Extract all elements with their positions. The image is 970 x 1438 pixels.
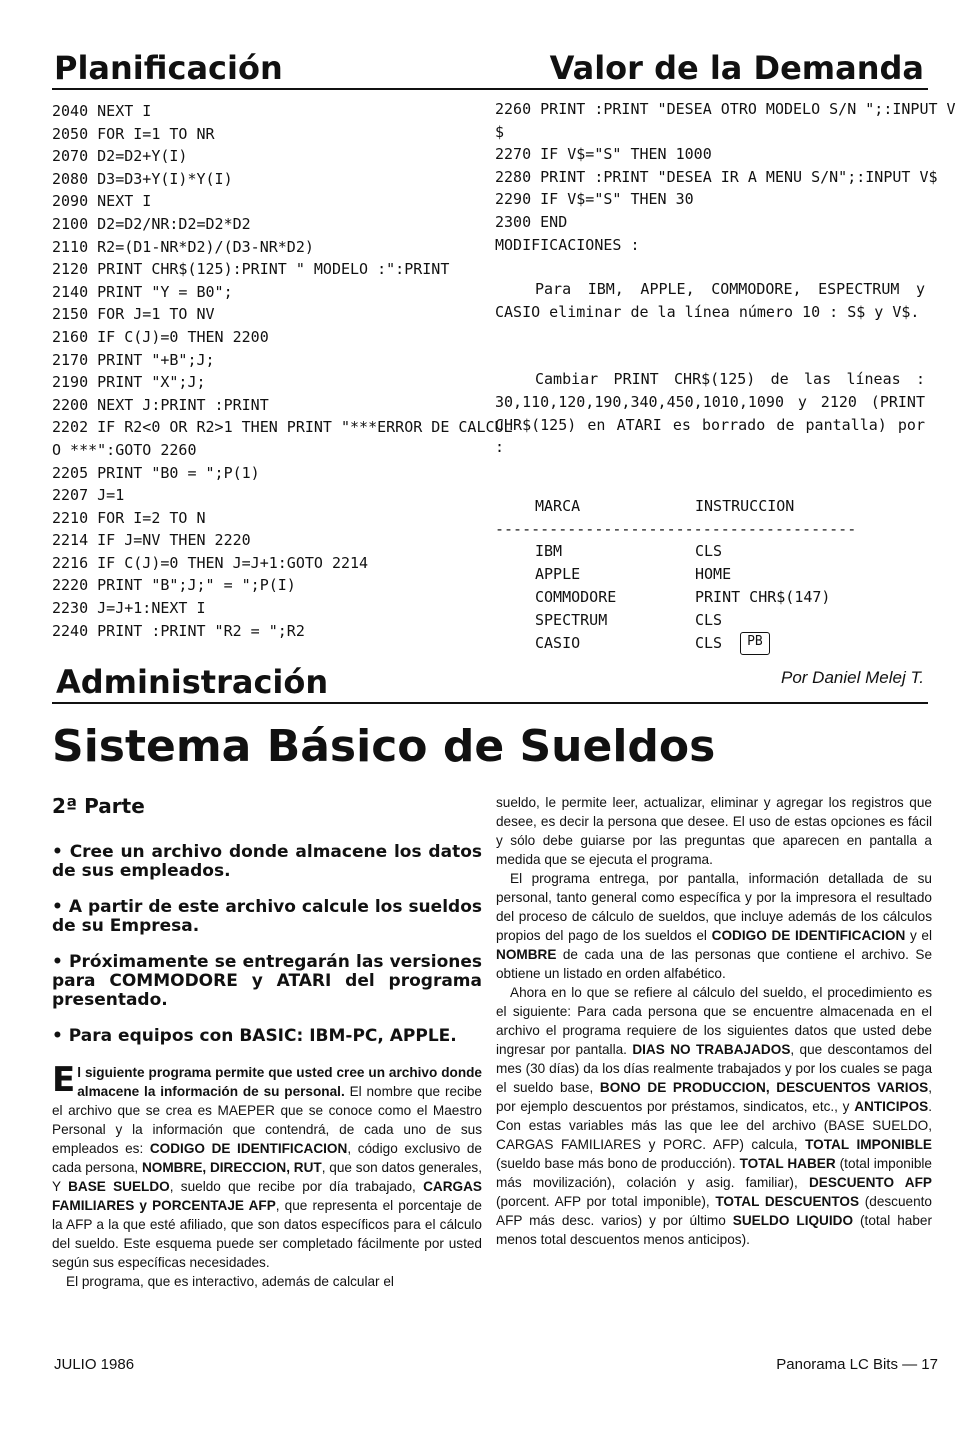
- code-line: 2150 FOR J=1 TO NV: [52, 305, 215, 324]
- text-run: Ahora en lo que se refiere al cálculo del sueldo, el procedimiento es el siguiente: Para cada persona que se encuentre almacenada en el archivo el programa requiere de los siguientes datos que usted debe ingresar por pantalla.: [496, 985, 932, 1057]
- text-run: , que descontamos del mes (30 días) da los días realmente trabajados y por los cuales se paga el sueldo base,: [496, 1042, 933, 1095]
- header-rule: [52, 88, 928, 90]
- admin-rule: [52, 702, 928, 704]
- table-cell-marca: IBM: [535, 541, 563, 560]
- table-header-instruccion: INSTRUCCION: [695, 496, 795, 515]
- table-cell-marca: CASIO: [535, 633, 581, 652]
- footer-date: JULIO 1986: [54, 1356, 135, 1373]
- left-column: [52, 793, 482, 1291]
- right-column: [496, 793, 932, 1249]
- article-headline: Sistema Básico de Sueldos: [52, 721, 716, 772]
- bold-run: TOTAL HABER: [739, 1156, 836, 1171]
- code-line: 2216 IF C(J)=0 THEN J=J+1:GOTO 2214: [52, 553, 369, 572]
- table-cell-instruccion: CLS: [695, 541, 723, 560]
- bold-run: CODIGO DE IDENTIFICACION: [149, 1141, 348, 1156]
- table-cell-marca: SPECTRUM: [535, 610, 608, 629]
- intro-paragraph: [52, 1060, 482, 1272]
- text-run: , que son datos generales, Y: [52, 1160, 482, 1194]
- text-run: , por ejemplo descuentos por préstamos, sindicatos, etc., y: [496, 1080, 933, 1114]
- table-row: [535, 586, 925, 609]
- text-run: (total haber menos total descuentos menos anticipos).: [496, 1213, 933, 1247]
- bullet-list: [52, 843, 482, 1046]
- code-line: 2300 END: [495, 212, 568, 231]
- pb-badge: PB: [740, 632, 770, 655]
- bold-run: NOMBRE, DIRECCION, RUT: [141, 1160, 322, 1175]
- modification-note-para: Para IBM, APPLE, COMMODORE, ESPECTRUM y CASIO eliminar de la línea número 10 : S$ y V$.: [495, 280, 925, 321]
- bold-run: BASE SUELDO: [68, 1179, 170, 1194]
- code-line: 2120 PRINT CHR$(125):PRINT " MODELO :":PRINT: [52, 260, 450, 279]
- table-row: [535, 563, 925, 586]
- text-run: El programa entrega, por pantalla, información detallada de su personal, tanto general como específica y por la impresora el resultado del proceso de cálculo de sueldos, que incluye además de los cálculos propios del pago de los sueldos el: [496, 871, 932, 943]
- text-run: , que representa el porcentaje de la AFP a la que esté afiliado, que son datos específicos para el cálculo del sueldo. Este esquema puede ser completado fácilmente por usted según sus específicas necesidades.: [52, 1198, 482, 1270]
- right-paragraph-1: sueldo, le permite leer, actualizar, eliminar y agregar los registros que desee, es decir la persona que desee. El uso de estas opciones es fácil y sólo debe guiarse por las preguntas que aparecen en pantalla a medida que se ejecuta el programa.: [496, 795, 932, 867]
- code-line: 2050 FOR I=1 TO NR: [52, 124, 215, 143]
- table-header: [535, 495, 925, 518]
- bold-run: BONO DE PRODUCCION, DESCUENTOS VARIOS: [599, 1080, 929, 1095]
- bold-run: TOTAL IMPONIBLE: [805, 1137, 932, 1152]
- code-line: 2100 D2=D2/NR:D2=D2*D2: [52, 214, 251, 233]
- code-listing-left: [52, 100, 513, 642]
- left-body: [52, 1060, 482, 1291]
- bullet-item: • A partir de este archivo calcule los sueldos de su Empresa.: [52, 897, 482, 936]
- dropcap: E: [52, 1060, 76, 1100]
- code-line: 2090 NEXT I: [52, 192, 152, 211]
- code-line: 2070 D2=D2+Y(I): [52, 147, 188, 166]
- code-line: 2190 PRINT "X";J;: [52, 373, 206, 392]
- bold-run: ANTICIPOS: [854, 1099, 929, 1114]
- code-line: 2280 PRINT :PRINT "DESEA IR A MENU S/N";:INPUT V$: [495, 167, 938, 186]
- text-run: . Con estas variables más las que lee del archivo (BASE SUELDO, CARGAS FAMILIARES y PORC. AFP) calcula,: [496, 1099, 932, 1152]
- section-title-planificacion: Planificación: [54, 49, 283, 87]
- code-line: 2230 J=J+1:NEXT I: [52, 599, 206, 618]
- code-line: 2205 PRINT "B0 = ";P(1): [52, 463, 260, 482]
- code-line: 2202 IF R2<0 OR R2>1 THEN PRINT "***ERROR DE CALCUL: [52, 418, 513, 437]
- code-line: 2110 R2=(D1-NR*D2)/(D3-NR*D2): [52, 237, 314, 256]
- text-run: , sueldo que recibe por día trabajado,: [169, 1179, 424, 1194]
- text-run: El nombre que recibe el archivo que se crea es MAEPER que se conoce como el Maestro Personal y la información que contendrá, de cada uno de sus empleados es:: [52, 1084, 482, 1156]
- table-header-marca: MARCA: [535, 496, 581, 515]
- code-line: 2214 IF J=NV THEN 2220: [52, 531, 251, 550]
- bold-run: DESCUENTO AFP: [808, 1175, 932, 1190]
- bold-run: CARGAS FAMILIARES y PORCENTAJE AFP: [52, 1179, 482, 1213]
- table-cell-instruccion: HOME: [695, 564, 732, 583]
- bullet-item: • Para equipos con BASIC: IBM-PC, APPLE.: [52, 1026, 457, 1046]
- bullet-item: • Próximamente se entregarán las versiones para COMMODORE y ATARI del programa presentado.: [52, 952, 482, 1010]
- code-line: 2270 IF V$="S" THEN 1000: [495, 145, 712, 164]
- code-line: 2170 PRINT "+B";J;: [52, 350, 215, 369]
- code-line: 2240 PRINT :PRINT "R2 = ";R2: [52, 621, 305, 640]
- paragraph-2: El programa, que es interactivo, además de calcular el: [66, 1274, 394, 1289]
- code-line: 2290 IF V$="S" THEN 30: [495, 190, 694, 209]
- table-row: [535, 632, 925, 655]
- code-line: 2080 D3=D3+Y(I)*Y(I): [52, 169, 233, 188]
- code-line: 2200 NEXT J:PRINT :PRINT: [52, 395, 269, 414]
- text-run: de cada una de las personas que contiene el archivo. Se obtiene un listado en orden alfabético.: [496, 947, 932, 981]
- bold-run: CODIGO DE IDENTIFICACION: [711, 928, 906, 943]
- lead-bold: l siguiente programa permite que usted cree un archivo donde almacene la información de su personal.: [77, 1065, 482, 1099]
- code-line: 2220 PRINT "B";J;" = ";P(I): [52, 576, 296, 595]
- right-paragraph-3: [496, 983, 932, 1249]
- section-title-administracion: Administración: [56, 663, 329, 701]
- code-line: O ***":GOTO 2260: [52, 440, 197, 459]
- table-row: [535, 540, 925, 563]
- code-line: 2140 PRINT "Y = B0";: [52, 282, 233, 301]
- text-run: , código exclusivo de cada persona,: [52, 1141, 482, 1175]
- text-run: (porcent. AFP por total imponible),: [496, 1194, 716, 1209]
- table-cell-instruccion: CLS: [695, 610, 723, 629]
- section-title-valor-demanda: Valor de la Demanda: [549, 49, 924, 87]
- table-cell-marca: COMMODORE: [535, 587, 617, 606]
- bold-run: TOTAL DESCUENTOS: [715, 1194, 860, 1209]
- code-line: MODIFICACIONES :: [495, 235, 640, 254]
- byline: Por Daniel Melej T.: [781, 668, 924, 687]
- instruction-table: [495, 495, 925, 655]
- code-line: $: [495, 122, 505, 141]
- part-label: 2ª Parte: [52, 794, 145, 818]
- code-line: 2210 FOR I=2 TO N: [52, 508, 206, 527]
- modification-note-cambiar: Cambiar PRINT CHR$(125) de las líneas : 30,110,120,190,340,450,1010,1090 y 2120 (PRINT CHR$(125) en ATARI es borrado de pantalla) por :: [495, 370, 925, 457]
- table-row: [535, 609, 925, 632]
- right-paragraph-2: [496, 869, 932, 983]
- code-line: 2040 NEXT I: [52, 102, 152, 120]
- code-listing-right: [495, 98, 956, 655]
- code-line: 2207 J=1: [52, 486, 125, 505]
- text-run: (sueldo base más bono de producción).: [496, 1156, 740, 1171]
- code-line: 2160 IF C(J)=0 THEN 2200: [52, 327, 269, 346]
- footer-page: Panorama LC Bits — 17: [776, 1356, 938, 1373]
- table-cell-instruccion: PRINT CHR$(147): [695, 587, 831, 606]
- bold-run: SUELDO LIQUIDO: [732, 1213, 854, 1228]
- table-cell-instruccion: CLS: [695, 633, 723, 652]
- table-divider: ----------------------------------------: [495, 519, 857, 538]
- text-run: (descuento AFP más desc. varios) y por último: [496, 1194, 932, 1228]
- table-cell-marca: APPLE: [535, 564, 581, 583]
- bold-run: NOMBRE: [496, 947, 557, 962]
- text-run: (total imponible más movilización), colación y asig. familiar),: [496, 1156, 932, 1190]
- code-line: 2260 PRINT :PRINT "DESEA OTRO MODELO S/N ";:INPUT V: [495, 100, 956, 118]
- text-run: y el: [905, 928, 932, 943]
- bold-run: DIAS NO TRABAJADOS: [632, 1042, 791, 1057]
- bullet-item: • Cree un archivo donde almacene los datos de sus empleados.: [52, 842, 482, 881]
